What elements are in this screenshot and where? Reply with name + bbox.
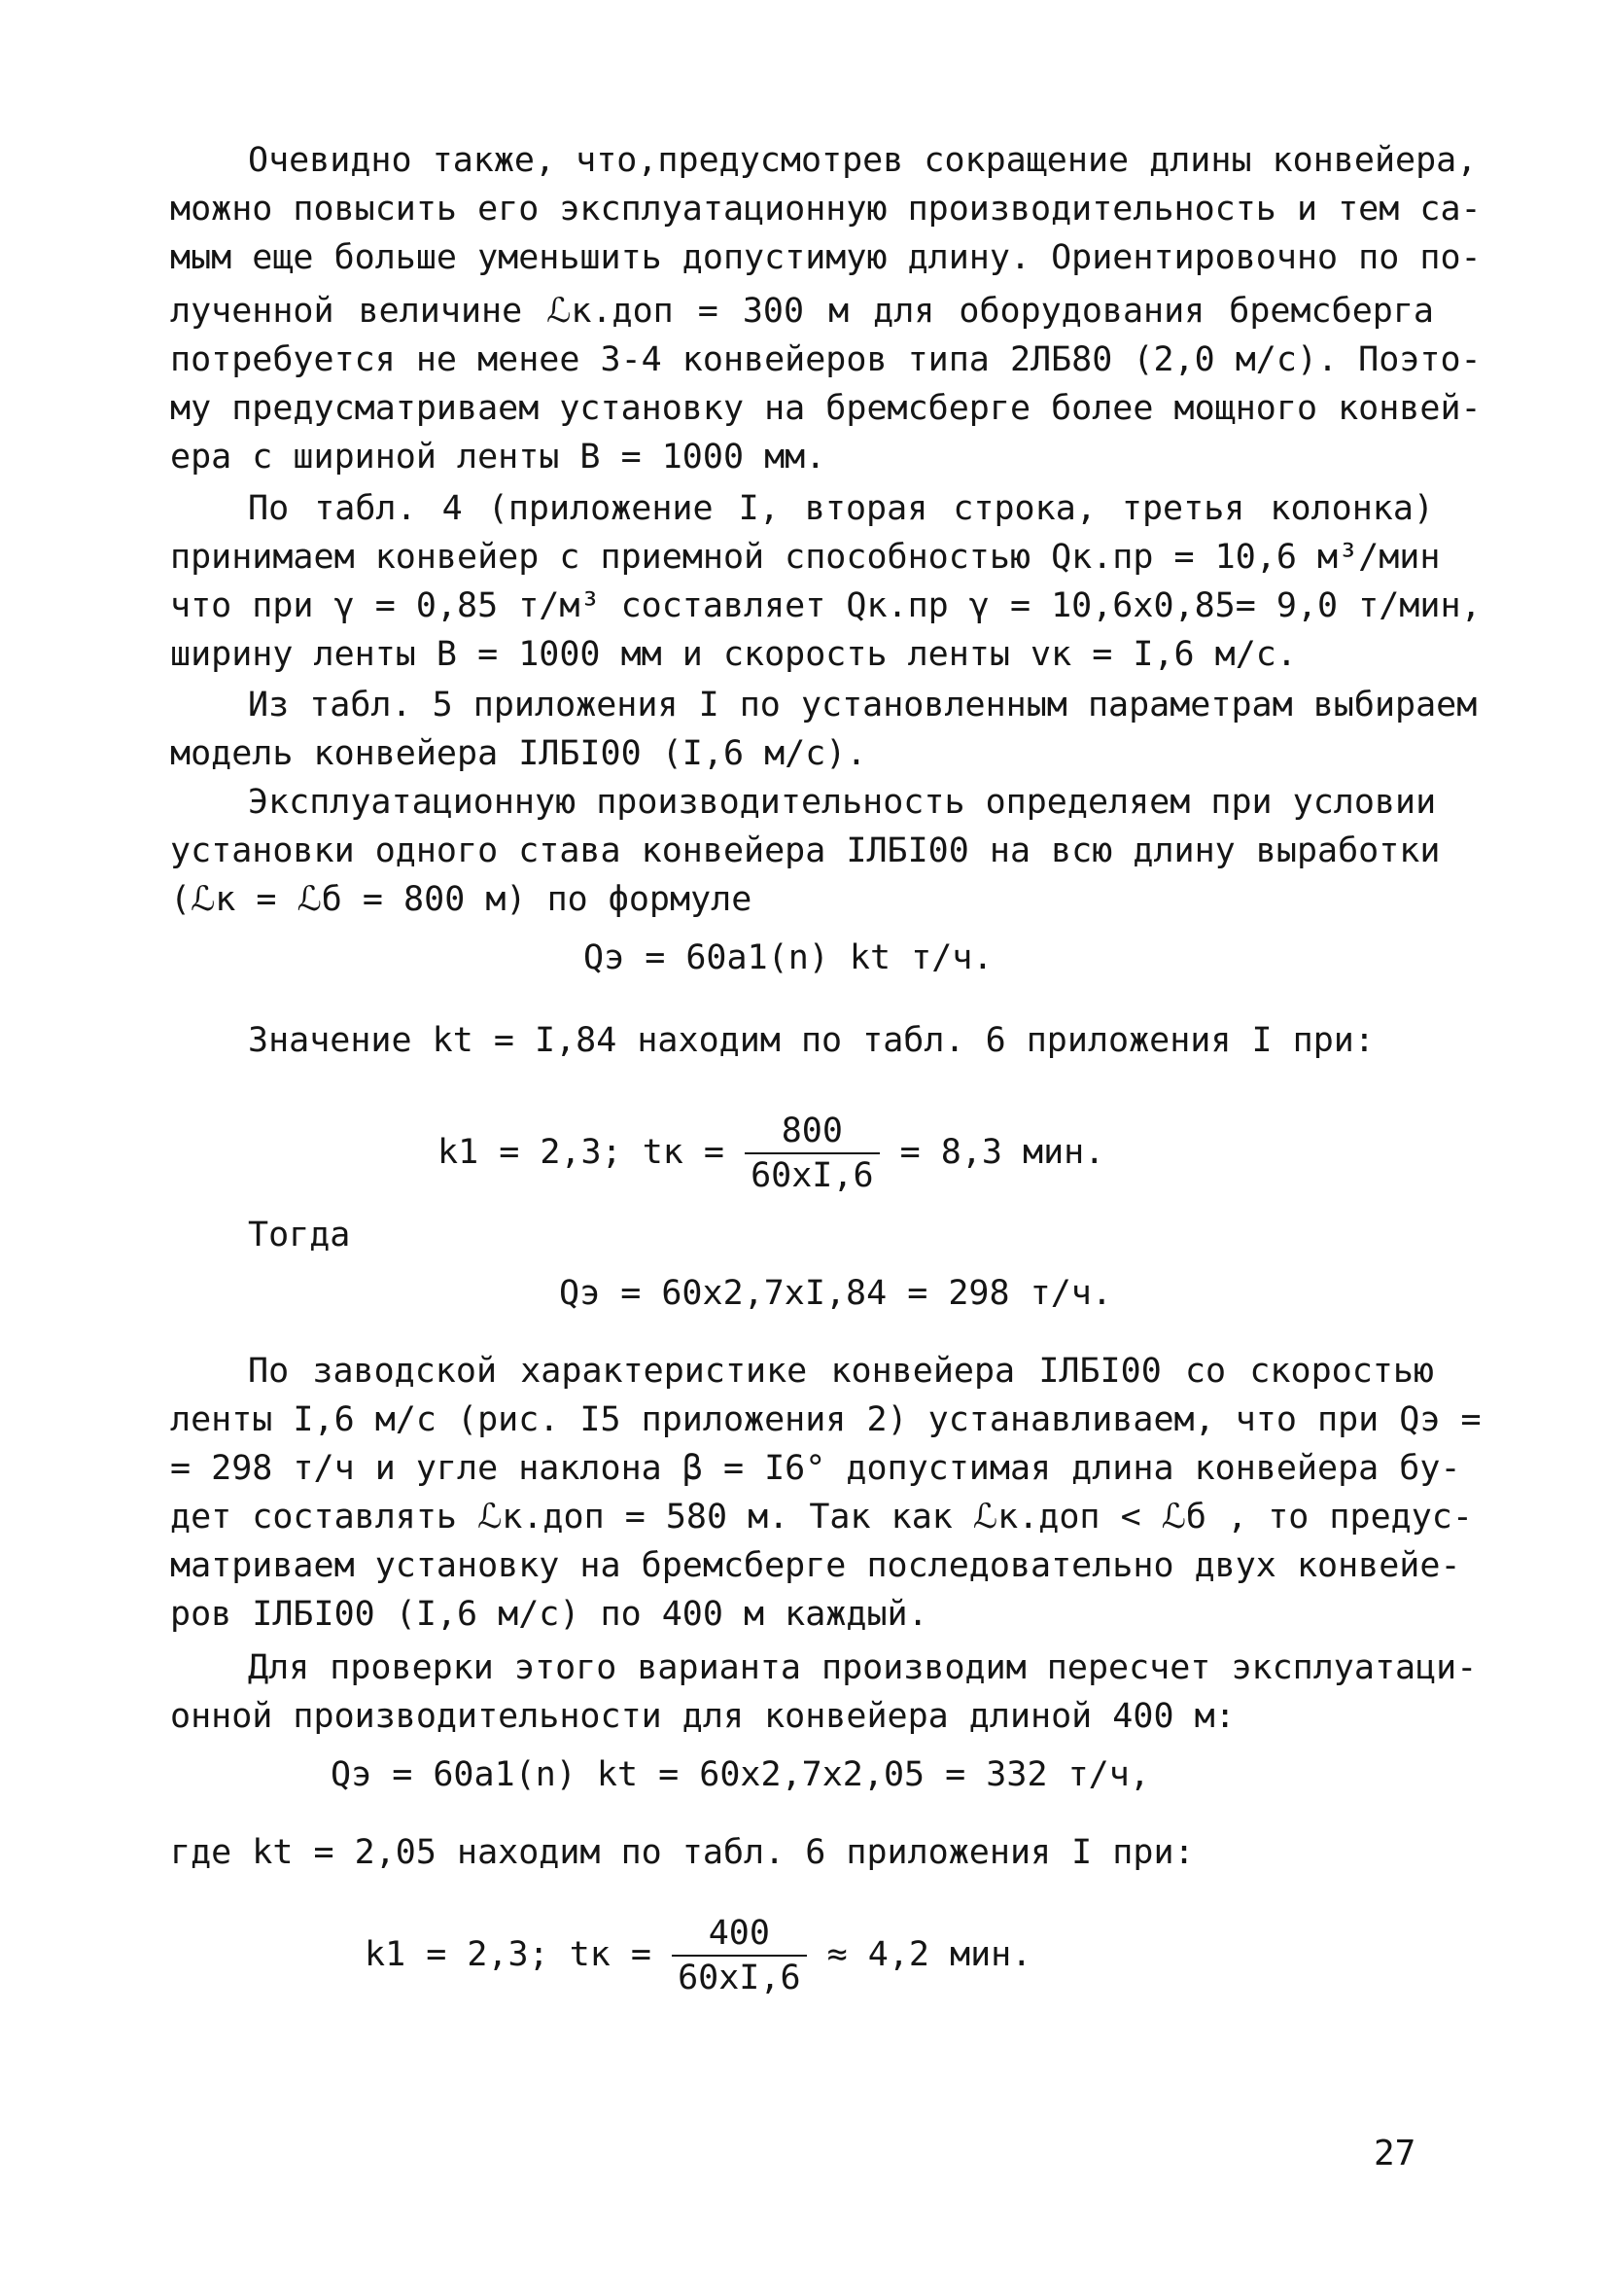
- text-line: Очевидно также, что,предусмотрев сокращение длины конвейера,: [248, 141, 1478, 180]
- text-line: дет составлять ℒк.доп = 580 м. Так как ℒк.доп < ℒб , то предус-: [170, 1498, 1473, 1537]
- text-line: потребуется не менее 3-4 конвейеров типа 2ЛБ80 (2,0 м/с). Поэто-: [170, 340, 1482, 379]
- text-line: можно повысить его эксплуатационную производительность и тем са-: [170, 190, 1482, 229]
- fraction: [672, 1912, 806, 1999]
- formula-result-332: Qэ = 60a1(n) kt = 60x2,7x2,05 = 332 т/ч,: [331, 1755, 1150, 1794]
- text-line: Из табл. 5 приложения I по установленным параметрам выбираем: [248, 686, 1478, 724]
- text-line: онной производительности для конвейера длиной 400 м:: [170, 1697, 1236, 1736]
- text-line: По табл. 4 (приложение I, вторая строка, третья колонка): [248, 489, 1434, 528]
- text-line: ленты I,6 м/с (рис. I5 приложения 2) устанавливаем, что при Qэ =: [170, 1400, 1482, 1439]
- formula-left: k1 = 2,3; tк =: [365, 1935, 652, 1974]
- fraction-denominator: 60xI,6: [678, 1959, 801, 1997]
- formula-right: ≈ 4,2 мин.: [826, 1935, 1032, 1974]
- text-line: модель конвейера IЛБI00 (I,6 м/с).: [170, 734, 867, 773]
- text-line: где kt = 2,05 находим по табл. 6 приложения I при:: [170, 1833, 1195, 1872]
- text-line: матриваем установку на бремсберге последовательно двух конвейе-: [170, 1546, 1461, 1585]
- formula-result-298: Qэ = 60x2,7xI,84 = 298 т/ч.: [559, 1274, 1112, 1313]
- text-line: (ℒк = ℒб = 800 м) по формуле: [170, 880, 752, 919]
- text-line: установки одного става конвейера IЛБI00 на всю длину выработки: [170, 831, 1441, 870]
- text-line: Тогда: [248, 1216, 351, 1254]
- text-line: Значение kt = I,84 находим по табл. 6 приложения I при:: [248, 1021, 1375, 1060]
- page-number: 27: [1374, 2134, 1416, 2173]
- text-line: лученной величине ℒк.доп = 300 м для оборудования бремсберга: [170, 292, 1434, 331]
- fraction: [745, 1110, 879, 1197]
- text-line: мым еще больше уменьшить допустимую длину. Ориентировочно по по-: [170, 238, 1482, 277]
- text-line: му предусматриваем установку на бремсберге более мощного конвей-: [170, 389, 1482, 428]
- text-line: ров IЛБI00 (I,6 м/с) по 400 м каждый.: [170, 1595, 928, 1634]
- text-line: По заводской характеристике конвейера IЛБI00 со скоростью: [248, 1352, 1434, 1391]
- formula-left: k1 = 2,3; tк =: [437, 1133, 725, 1172]
- text-line: ширину ленты B = 1000 мм и скорость ленты vк = I,6 м/с.: [170, 635, 1297, 674]
- text-line: принимаем конвейер с приемной способностью Qк.пр = 10,6 м³/мин: [170, 538, 1441, 577]
- text-line: = 298 т/ч и угле наклона β = I6° допустимая длина конвейера бу-: [170, 1449, 1461, 1488]
- text-line: что при γ = 0,85 т/м³ составляет Qк.пр γ = 10,6х0,85= 9,0 т/мин,: [170, 586, 1482, 625]
- formula-time-800: [437, 1104, 1104, 1201]
- fraction-numerator: 400: [672, 1912, 806, 1957]
- formula-productivity: Qэ = 60a1(n) kt т/ч.: [583, 938, 994, 977]
- formula-right: = 8,3 мин.: [899, 1133, 1105, 1172]
- fraction-denominator: 60xI,6: [751, 1156, 874, 1195]
- text-line: ера с шириной ленты B = 1000 мм.: [170, 438, 826, 477]
- formula-time-400: [365, 1906, 1031, 2003]
- text-line: Для проверки этого варианта производим пересчет эксплуатаци-: [248, 1648, 1478, 1687]
- fraction-numerator: 800: [745, 1110, 879, 1154]
- text-line: Эксплуатационную производительность определяем при условии: [248, 783, 1437, 822]
